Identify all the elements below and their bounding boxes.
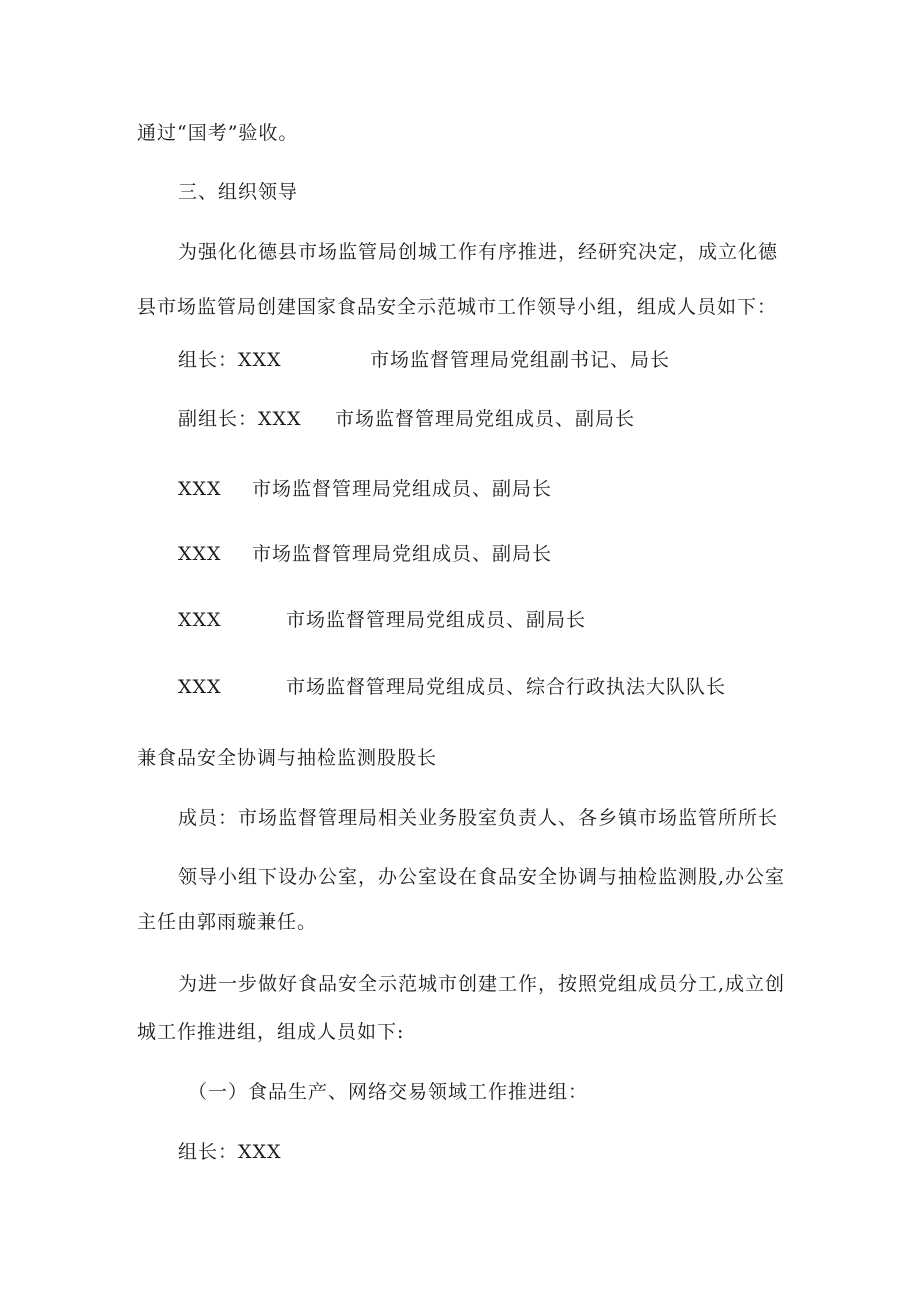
paragraph-line: 为强化化德县市场监管局创城工作有序推进，经研究决定，成立化德 — [178, 241, 779, 263]
member-row — [178, 407, 878, 431]
paragraph-line: 通过“国考”验收。 — [137, 122, 299, 144]
subsection-heading: （一）食品生产、网络交易领域工作推进组： — [188, 1081, 589, 1103]
member-name: 组长：XXX — [178, 349, 282, 371]
paragraph-line: 兼食品安全协调与抽检监测股股长 — [137, 747, 438, 769]
member-name: 副组长：XXX — [178, 408, 302, 430]
paragraph-line: 成员：市场监督管理局相关业务股室负责人、各乡镇市场监管所所长 — [178, 807, 779, 829]
paragraph-line: 城工作推进组，组成人员如下: — [137, 1021, 405, 1043]
member-role: 市场监督管理局党组成员、副局长 — [252, 543, 553, 565]
section-heading: 三、组织领导 — [178, 181, 299, 203]
member-role: 市场监督管理局党组副书记、局长 — [370, 349, 671, 371]
member-name: XXX — [178, 676, 222, 698]
member-name: XXX — [178, 478, 222, 500]
paragraph-line: 为进一步做好食品安全示范城市创建工作，按照党组成员分工,成立创 — [178, 973, 786, 995]
member-row — [178, 348, 878, 372]
member-role: 市场监督管理局党组成员、综合行政执法大队队长 — [286, 676, 727, 698]
paragraph-line: 主任由郭雨璇兼任。 — [137, 911, 318, 933]
member-row — [178, 477, 878, 501]
member-row — [178, 675, 878, 699]
member-role: 市场监督管理局党组成员、副局长 — [286, 609, 587, 631]
member-role: 市场监督管理局党组成员、副局长 — [335, 408, 636, 430]
member-name: XXX — [178, 609, 222, 631]
paragraph-line: 组长：XXX — [178, 1141, 282, 1163]
member-row — [178, 542, 878, 566]
paragraph-line: 领导小组下设办公室，办公室设在食品安全协调与抽检监测股,办公室 — [178, 866, 786, 888]
member-row — [178, 608, 878, 632]
member-role: 市场监督管理局党组成员、副局长 — [252, 478, 553, 500]
member-name: XXX — [178, 543, 222, 565]
paragraph-line: 县市场监管局创建国家食品安全示范城市工作领导小组，组成人员如下： — [137, 296, 778, 318]
